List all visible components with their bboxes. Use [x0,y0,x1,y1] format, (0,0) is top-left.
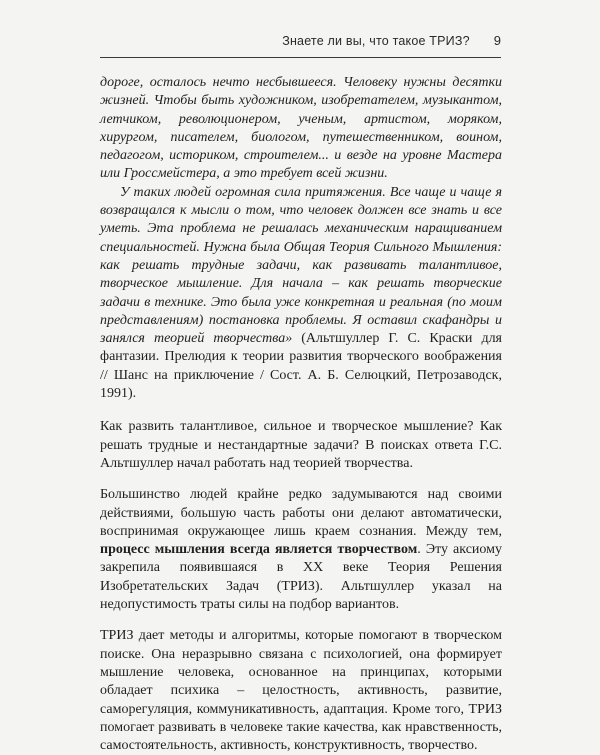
running-head [100,33,501,48]
body-paragraph-3: ТРИЗ дает методы и алгоритмы, которые помогают в творческом поиске. Она неразрывно связана с психологией, она формирует мышление человека, основанное на принципах, которыми обладает психика – целостность, активность, развитие, саморегуляция, коммуникативность, адаптация. Кроме того, ТРИЗ помогает развивать в человеке такие качества, как нравственность, самостоятельность, активность, конструктивность, творчество. [100,628,502,754]
page-number: 9 [493,33,501,48]
body-paragraph-1: Как развить талантливое, сильное и творческое мышление? Как решать трудные и нестандартные задачи? В поисках ответа Г.С. Альтшуллер начал работать над теорией творчества. [100,419,502,471]
chapter-title: Знаете ли вы, что такое ТРИЗ? [282,34,470,48]
body-paragraph-2-end: . Эту аксиому закрепила появившаяся в XX веке Теория Решения Изобретательских Задач (ТРИЗ). Альтшуллер указал на недопустимость траты силы на подбор вариантов. [100,542,502,613]
quote-paragraph-2 [100,184,502,404]
quote-text: У таких людей огромная сила притяжения. Все чаще и чаще я возвращался к мысли о том, что человек должен все знать и все уметь. Эта проблема не решалась механическим наращиванием специальностей. Нужна была Общая Теория Сильного Мышления: как решать трудные задачи, как развивать талантливое, творческое мышление. Для начала – как решать творческие задачи в технике. Это была уже конкретная и реальная (по моим представлениям) постановка проблемы. Я оставил скафандры и занялся теорией творчества» [100,184,502,347]
page-content [100,74,502,755]
body-paragraph-2 [100,486,502,614]
header-rule [100,57,501,58]
quote-citation: (Альтшуллер Г. С. Краски для фантазии. Прелюдия к теории развития творческого воображения // Шанс на приключение / Сост. А. Б. Селюцкий, Петрозаводск, 1991). [100,331,502,402]
emphasis-statement: процесс мышления всегда является творчеством [100,542,418,558]
body-paragraph-2-start: Большинство людей крайне редко задумываются над своими действиями, большую часть работы они делают автоматически, воспринимая окружающее лишь краем сознания. Между тем, [100,487,502,539]
quote-paragraph-1: дороге, осталось нечто несбывшееся. Человеку нужны десятки жизней. Чтобы быть художником, изобретателем, музыкантом, летчиком, революционером, ученым, артистом, моряком, хирургом, писателем, биологом, путешественником, воином, педагогом, историком, строителем... и везде на уровне Мастера или Гроссмейстера, а это требует всей жизни. [100,75,502,182]
